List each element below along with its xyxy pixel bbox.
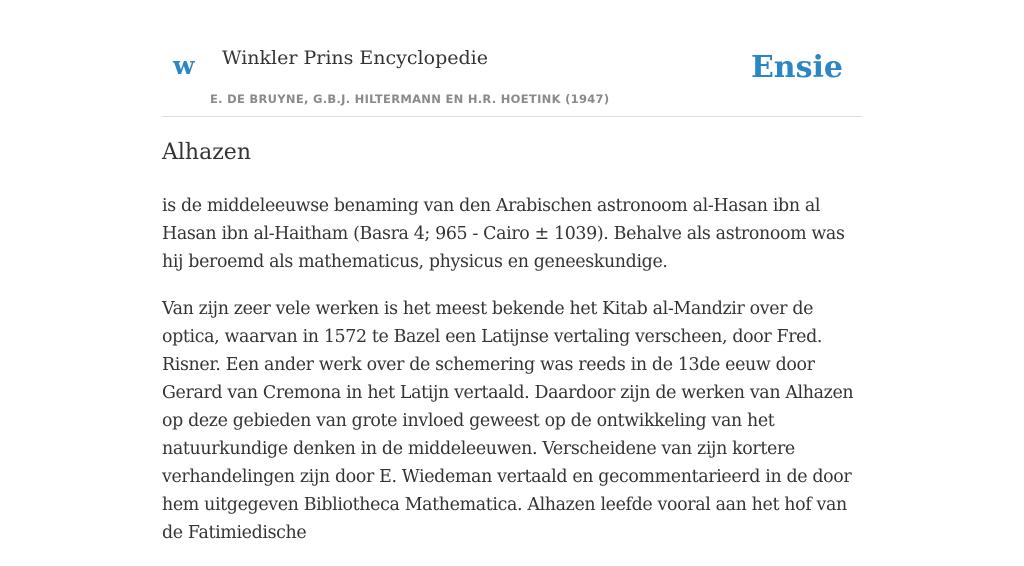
source-authors: E. DE BRUYNE, G.B.J. HILTERMANN EN H.R. HOETINK (1947) [210, 92, 610, 106]
article-paragraph: Van zijn zeer vele werken is het meest bekende het Kitab al-Mandzir over de optica, waarvan in 1572 te Bazel een Latijnse vertaling verscheen, door Fred. Risner. Een ander werk over de schemering was reeds in de 13de eeuw door Gerard van Cremona in het Latijn vertaald. Daardoor zijn de werken van Alhazen op deze gebieden van grote invloed geweest op de ontwikkeling van het natuurkundige denken in de middeleeuwen. Verscheidene van zijn kortere verhandelingen zijn door E. Wiedeman vertaald en gecommentarieerd in de door hem uitgegeven Bibliotheca Mathematica. Alhazen leefde vooral aan het hof van de Fatimiedische [162, 299, 854, 543]
source-header [162, 40, 862, 117]
article-paragraph: is de middeleeuwse benaming van den Arabischen astronoom al-Hasan ibn al Hasan ibn al-Haitham (Basra 4; 965 - Cairo ± 1039). Behalve als astronoom was hij beroemd als mathematicus, physicus en geneeskundige. [162, 196, 845, 272]
article-title: Alhazen [162, 140, 251, 165]
article-body [162, 192, 862, 566]
brand-logo[interactable]: Ensie [750, 50, 843, 85]
source-title[interactable]: Winkler Prins Encyclopedie [222, 47, 488, 69]
source-logo-icon[interactable]: w [173, 51, 195, 80]
